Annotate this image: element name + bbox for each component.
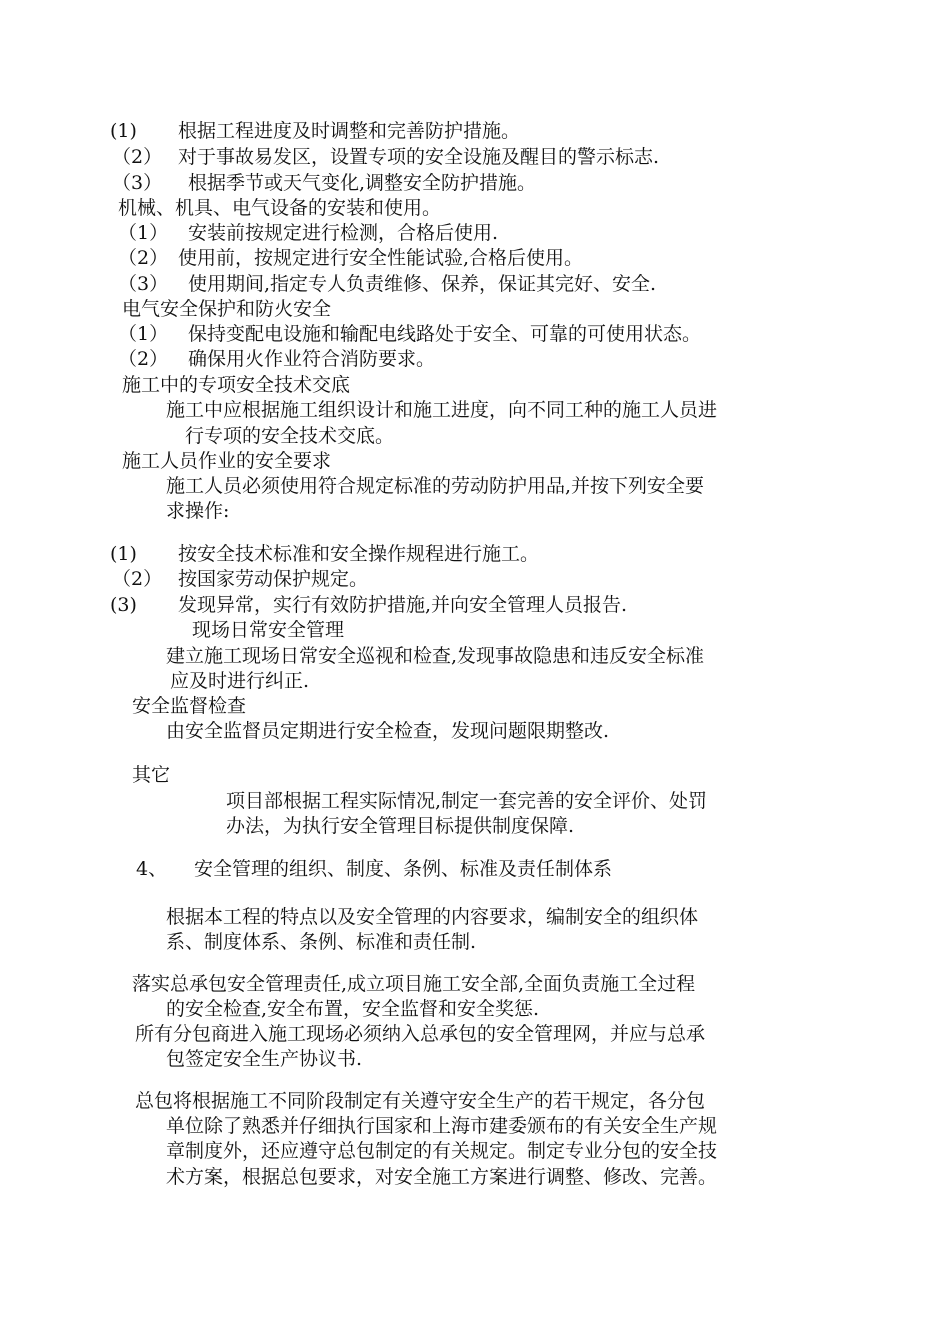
list-item (118, 245, 583, 271)
list-number: （2） (112, 146, 163, 168)
list-item (118, 346, 435, 372)
paragraph-line: 项目部根据工程实际情况,制定一套完善的安全评价、处罚 (226, 790, 708, 812)
section-number: 4、 (136, 858, 168, 880)
list-text: 使用期间,指定专人负责维修、保养，保证其完好、安全. (188, 273, 657, 295)
list-item (118, 271, 656, 297)
list-item (118, 220, 498, 246)
list-number: (3) (110, 594, 137, 616)
list-item (118, 321, 701, 347)
section-heading: 施工中的专项安全技术交底 (122, 374, 351, 396)
list-number: （1） (118, 323, 169, 345)
list-item (110, 592, 627, 618)
list-number: （2） (118, 247, 169, 269)
paragraph-line: 系、制度体系、条例、标准和责任制. (166, 931, 477, 953)
paragraph-line: 由安全监督员定期进行安全检查，发现问题限期整改. (166, 720, 610, 742)
section-heading: 机械、机具、电气设备的安装和使用。 (118, 197, 442, 219)
list-number: （2） (112, 568, 163, 590)
list-item (112, 170, 536, 196)
list-text: 对于事故易发区，设置专项的安全设施及醒目的警示标志. (178, 146, 660, 168)
paragraph-line: 办法，为执行安全管理目标提供制度保障. (226, 815, 575, 837)
paragraph-line: 总包将根据施工不同阶段制定有关遵守安全生产的若干规定，各分包 (135, 1090, 706, 1112)
section-heading: 电气安全保护和防火安全 (122, 298, 332, 320)
list-text: 根据季节或天气变化,调整安全防护措施。 (188, 172, 537, 194)
paragraph-line: 施工中应根据施工组织设计和施工进度，向不同工种的施工人员进 (166, 399, 718, 421)
list-text: 发现异常，实行有效防护措施,并向安全管理人员报告. (178, 594, 628, 616)
paragraph-line: 落实总承包安全管理责任,成立项目施工安全部,全面负责施工全过程 (132, 973, 696, 995)
paragraph-line: 求操作: (166, 500, 230, 522)
list-number: （3） (112, 172, 163, 194)
list-text: 根据工程进度及时调整和完善防护措施。 (178, 120, 521, 142)
paragraph-line: 术方案，根据总包要求，对安全施工方案进行调整、修改、完善。 (166, 1166, 718, 1188)
list-item (112, 144, 659, 170)
list-text: 保持变配电设施和输配电线路处于安全、可靠的可使用状态。 (188, 323, 702, 345)
list-text: 按国家劳动保护规定。 (178, 568, 369, 590)
section-heading: 安全监督检查 (132, 695, 247, 717)
list-text: 使用前，按规定进行安全性能试验,合格后使用。 (178, 247, 584, 269)
list-item (110, 541, 539, 567)
paragraph-line: 建立施工现场日常安全巡视和检查,发现事故隐患和违反安全标准 (166, 645, 705, 667)
paragraph-line: 应及时进行纠正. (170, 670, 310, 692)
section-heading: 现场日常安全管理 (192, 619, 345, 641)
paragraph-line: 根据本工程的特点以及安全管理的内容要求，编制安全的组织体 (166, 906, 699, 928)
paragraph-line: 章制度外，还应遵守总包制定的有关规定。制定专业分包的安全技 (166, 1140, 718, 1162)
paragraph-line: 包签定安全生产协议书. (166, 1048, 363, 1070)
section-heading: 其它 (132, 764, 171, 786)
paragraph-line: 的安全检查,安全布置，安全监督和安全奖惩. (166, 998, 540, 1020)
list-number: （3） (118, 273, 169, 295)
list-number: （1） (118, 222, 169, 244)
list-text: 确保用火作业符合消防要求。 (188, 348, 436, 370)
paragraph-line: 所有分包商进入施工现场必须纳入总承包的安全管理网，并应与总承 (135, 1023, 706, 1045)
list-item (112, 566, 368, 592)
list-text: 按安全技术标准和安全操作规程进行施工。 (178, 543, 540, 565)
list-item (110, 118, 520, 144)
list-number: (1) (110, 543, 137, 565)
paragraph-line: 行专项的安全技术交底。 (185, 425, 395, 447)
section-heading (136, 856, 612, 882)
list-text: 安装前按规定进行检测，合格后使用. (188, 222, 499, 244)
paragraph-line: 单位除了熟悉并仔细执行国家和上海市建委颁布的有关安全生产规 (166, 1115, 718, 1137)
list-number: （2） (118, 348, 169, 370)
section-heading: 施工人员作业的安全要求 (122, 450, 332, 472)
paragraph-line: 施工人员必须使用符合规定标准的劳动防护用品,并按下列安全要 (166, 475, 705, 497)
list-number: (1) (110, 120, 137, 142)
section-title: 安全管理的组织、制度、条例、标准及责任制体系 (194, 858, 613, 880)
